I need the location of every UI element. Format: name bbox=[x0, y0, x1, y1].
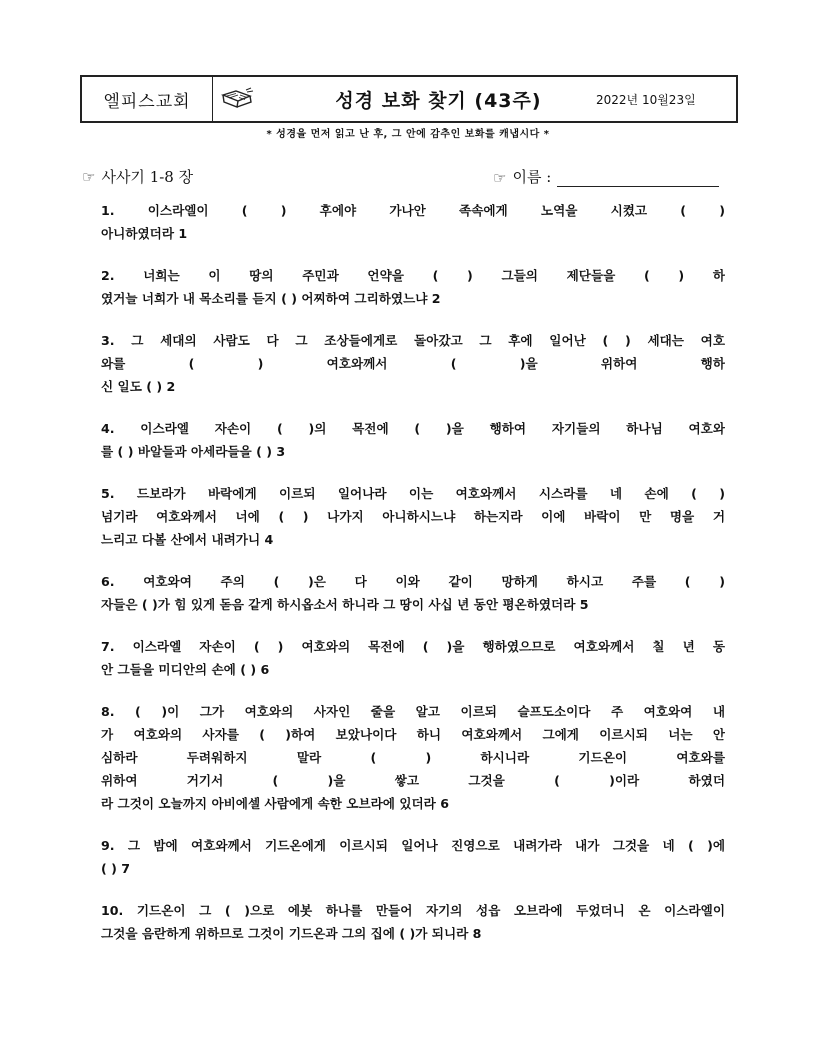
question-line: ( ) 7 bbox=[101, 861, 131, 876]
question-line: 자들은 ( )가 힘 있게 돋음 같게 하시옵소서 하니라 그 땅이 사십 년 동안 평온하였더라 5 bbox=[101, 597, 589, 612]
name-field bbox=[493, 166, 719, 187]
question-5 bbox=[101, 482, 725, 551]
question-2 bbox=[101, 264, 725, 310]
church-name: 엘피스교회 bbox=[82, 77, 213, 121]
pointing-hand-icon: ☞ bbox=[82, 168, 96, 186]
questions-list bbox=[101, 199, 725, 945]
question-line: 8. ( )이 그가 여호와의 사자인 줄을 알고 이르되 슬프도소이다 주 여호와여 내 bbox=[101, 704, 725, 719]
question-line: 아니하였더라 1 bbox=[101, 226, 188, 241]
question-4 bbox=[101, 417, 725, 463]
pointing-hand-icon: ☞ bbox=[493, 169, 507, 187]
question-line: 를 ( ) 바알들과 아세라들을 ( ) 3 bbox=[101, 444, 286, 459]
question-8 bbox=[101, 700, 725, 815]
question-line: 7. 이스라엘 자손이 ( ) 여호와의 목전에 ( )을 행하였으므로 여호와께서 칠 년 동 bbox=[101, 639, 725, 654]
question-line: 가 여호와의 사자를 ( )하여 보았나이다 하니 여호와께서 그에게 이르시되 너는 안 bbox=[101, 727, 725, 742]
question-10 bbox=[101, 899, 725, 945]
question-line: 심하라 두려워하지 말라 ( ) 하시니라 기드온이 여호와를 bbox=[101, 750, 725, 765]
question-line: 그것을 음란하게 위하므로 그것이 기드온과 그의 집에 ( )가 되니라 8 bbox=[101, 926, 482, 941]
header-box bbox=[80, 75, 738, 123]
instruction-text: * 성경을 먼저 읽고 난 후, 그 안에 감추인 보화를 캐냅시다 * bbox=[266, 129, 550, 140]
date-label: 2022년 10월23일 bbox=[596, 92, 696, 107]
question-line: 였거늘 너희가 내 목소리를 듣지 ( ) 어찌하여 그리하였느냐 2 bbox=[101, 291, 441, 306]
chapter-range-label: 사사기 1-8 장 bbox=[101, 168, 194, 186]
question-1 bbox=[101, 199, 725, 245]
question-line: 넘기라 여호와께서 너에 ( ) 나가지 아니하시느냐 하는지라 이에 바락이 만 명을 거 bbox=[101, 509, 725, 524]
question-line: 1. 이스라엘이 ( ) 후에야 가나안 족속에게 노역을 시켰고 ( ) bbox=[101, 203, 725, 218]
name-label: 이름 : bbox=[512, 168, 552, 186]
question-line: 2. 너희는 이 땅의 주민과 언약을 ( ) 그들의 제단들을 ( ) 하 bbox=[101, 268, 725, 283]
question-line: 느리고 다볼 산에서 내려가니 4 bbox=[101, 532, 274, 547]
question-line: 라 그것이 오늘까지 아비에셀 사람에게 속한 오브라에 있더라 6 bbox=[101, 796, 449, 811]
question-7 bbox=[101, 635, 725, 681]
question-line: 10. 기드온이 그 ( )으로 에봇 하나를 만들어 자기의 성읍 오브라에 두었더니 온 이스라엘이 bbox=[101, 903, 725, 918]
question-line: 6. 여호와여 주의 ( )은 다 이와 같이 망하게 하시고 주를 ( ) bbox=[101, 574, 725, 589]
question-line: 5. 드보라가 바락에게 이르되 일어나라 이는 여호와께서 시스라를 네 손에 ( ) bbox=[101, 486, 725, 501]
question-6 bbox=[101, 570, 725, 616]
question-line: 안 그들을 미디안의 손에 ( ) 6 bbox=[101, 662, 270, 677]
chapter-range bbox=[82, 166, 193, 187]
question-9 bbox=[101, 834, 725, 880]
question-line: 신 일도 ( ) 2 bbox=[101, 379, 176, 394]
question-line: 3. 그 세대의 사람도 다 그 조상들에게로 돌아갔고 그 후에 일어난 ( ) 세대는 여호 bbox=[101, 333, 725, 348]
question-line: 위하여 거기서 ( )을 쌓고 그것을 ( )이라 하였더 bbox=[101, 773, 725, 788]
question-line: 4. 이스라엘 자손이 ( )의 목전에 ( )을 행하여 자기들의 하나님 여호와 bbox=[101, 421, 725, 436]
question-line: 와를 ( ) 여호와께서 ( )을 위하여 행하 bbox=[101, 356, 725, 371]
question-line: 9. 그 밤에 여호와께서 기드온에게 이르시되 일어나 진영으로 내려가라 내가 그것을 네 ( )에 bbox=[101, 838, 725, 853]
question-3 bbox=[101, 329, 725, 398]
open-bible-icon bbox=[213, 77, 261, 121]
page-title: 성경 보화 찾기 (43주) bbox=[335, 89, 542, 112]
name-input-line[interactable] bbox=[557, 170, 719, 187]
